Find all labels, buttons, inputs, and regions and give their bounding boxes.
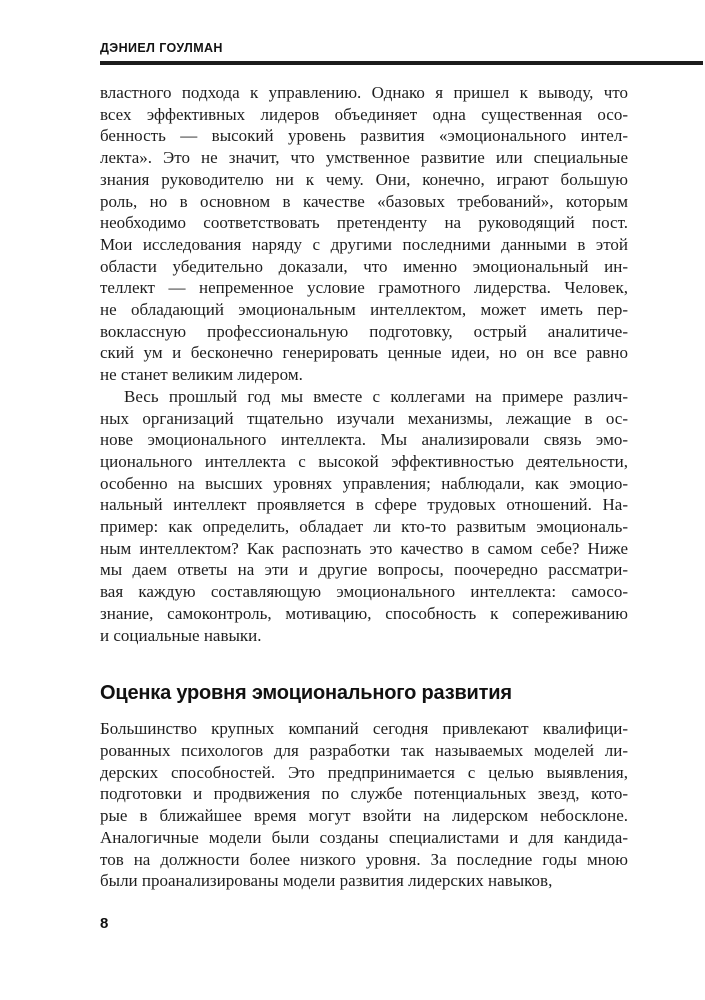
text-line: мы даем ответы на эти и другие вопросы, поочередно рассматри- (100, 560, 628, 580)
text-line: тов на должности более низкого уровня. За последние годы мною (100, 849, 628, 869)
text-line: Аналогичные модели были созданы специалистами и для кандида- (100, 827, 628, 847)
running-header-author: ДЭНИЕЛ ГОУЛМАН (100, 41, 223, 55)
text-line: роль, но в основном в качестве «базовых требований», которым (100, 191, 628, 211)
text-line: ционального интеллекта с высокой эффективностью деятельности, (100, 451, 628, 471)
text-line: рованных психологов для разработки так называемых моделей ли- (100, 740, 628, 760)
text-line: области убедительно доказали, что именно эмоциональный ин- (100, 256, 628, 276)
text-line: не станет великим лидером. (100, 365, 303, 385)
text-line: вая каждую составляющую эмоционального интеллекта: самосо- (100, 582, 628, 602)
paragraph (100, 386, 628, 646)
text-line: подготовки и продвижения по службе потенциальных звезд, кото- (100, 784, 628, 804)
text-line: необходимо соответствовать претенденту на руководящий пост. (100, 213, 628, 233)
text-line: Большинство крупных компаний сегодня привлекают квалифици- (100, 719, 628, 739)
text-line: нальный интеллект проявляется в сфере трудовых отношений. На- (100, 495, 628, 515)
text-line: особенно на высших уровнях управления; наблюдали, как эмоцио- (100, 473, 628, 493)
section-heading: Оценка уровня эмоционального развития (100, 682, 512, 705)
text-line: воклассную профессиональную подготовку, острый аналитиче- (100, 321, 628, 341)
text-line: всех эффективных лидеров объединяет одна существенная осо- (100, 104, 628, 124)
page-text (100, 82, 628, 892)
page-number: 8 (100, 915, 109, 932)
header-rule (100, 61, 703, 65)
text-line: пример: как определить, обладает ли кто-то развитым эмоциональ- (100, 517, 628, 537)
text-line: Мои исследования наряду с другими последними данными в этой (100, 234, 628, 254)
text-line: знание, самоконтроль, мотивацию, способность к сопереживанию (100, 603, 628, 623)
text-line: властного подхода к управлению. Однако я пришел к выводу, что (100, 83, 628, 102)
text-line: рые в ближайшее время могут взойти на лидерском небосклоне. (100, 806, 628, 826)
paragraph (100, 718, 628, 892)
text-line: были проанализированы модели развития лидерских навыков, (100, 871, 553, 891)
text-line: не обладающий эмоциональным интеллектом, может иметь пер- (100, 300, 628, 320)
text-line: знания руководителю ни к чему. Они, конечно, играют большую (100, 169, 628, 189)
text-line: ным интеллектом? Как распознать это качество в самом себе? Ниже (100, 538, 628, 558)
text-line: нове эмоционального интеллекта. Мы анализировали связь эмо- (100, 430, 628, 450)
text-line: дерских способностей. Это предпринимается с целью выявления, (100, 762, 628, 782)
paragraph (100, 82, 628, 386)
text-line: ский ум и бесконечно генерировать ценные идеи, но он все равно (100, 343, 628, 363)
text-line: и социальные навыки. (100, 625, 262, 645)
text-line: лекта». Это не значит, что умственное развитие или специальные (100, 148, 628, 168)
text-line: теллект — непременное условие грамотного лидерства. Человек, (100, 278, 628, 298)
text-line: Весь прошлый год мы вместе с коллегами на примере различ- (124, 386, 628, 406)
text-line: ных организаций тщательно изучали механизмы, лежащие в ос- (100, 408, 628, 428)
text-line: бенность — высокий уровень развития «эмоционального интел- (100, 126, 628, 146)
